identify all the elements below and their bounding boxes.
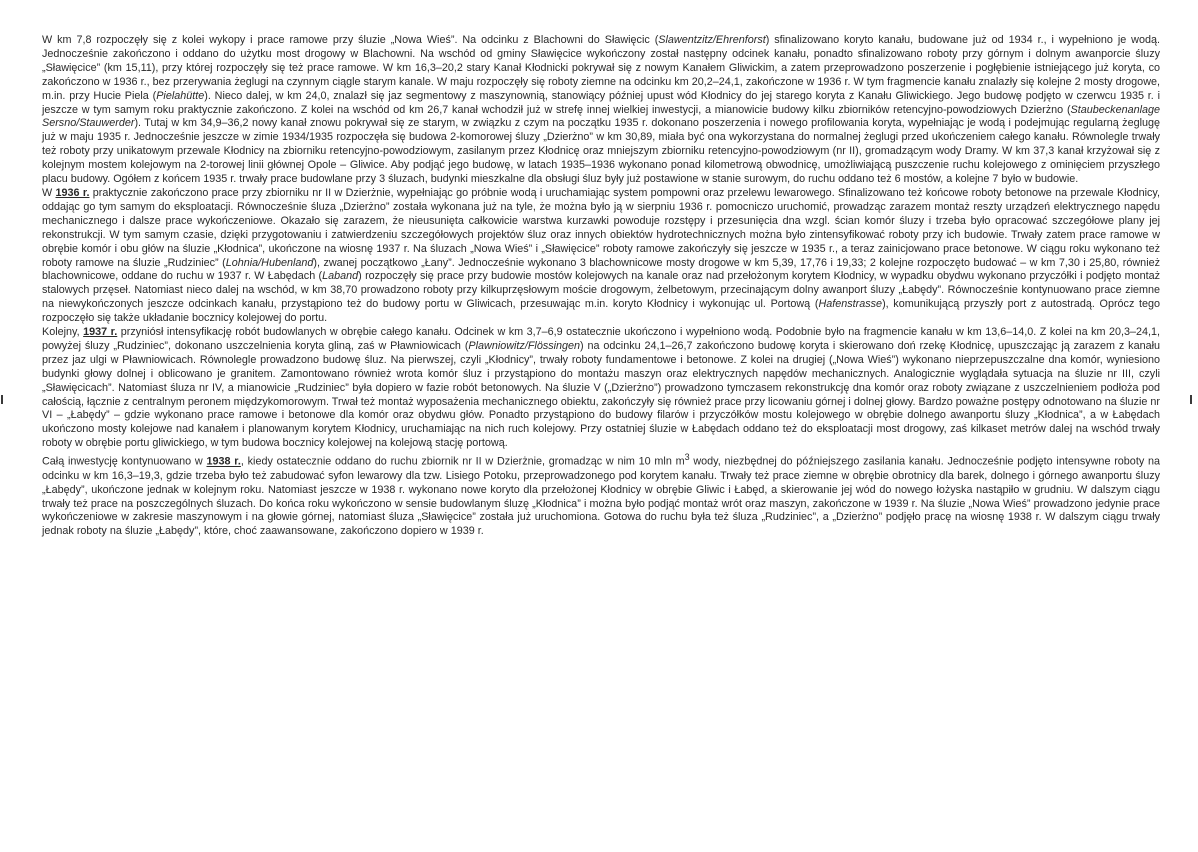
text-run: ). Tutaj w km 34,9–36,2 nowy kanał znowu pokrywał się ze starym, w związku z czym na początku 1935 r. dokonano poszerzenia i nowego profilowania koryta, wypełniając je wodą i podejmując regularną żeglugę już w maju 1935 r. Jednocześnie jeszcze w zimie 1934/1935 rozpoczęła się budowa 2-komorowej śluzy „Dzierżno” w km 30,89, miała być ona wykorzystana do normalnej żeglugi przed ukończeniem całego kanału. Równolegle trwały też roboty przy unikatowym przewale Kłodnicy na zbiorniku retencyjno-powodziowym, zasilanym przez Kłodnicę oraz mniejszym zbiorniku retencyjno-powodziowym (nr II), gromadzącym wody Dramy. W km 37,3 kanał krzyżował się z kolejnym mostem kolejowym na 2-torowej linii głównej Opole – Gliwice. Aby podjąć jego budowę, w latach 1935–1936 wykonano ponad kilometrową obwodnicę, umożliwiającą puszczenie ruchu kolejowego z ominięciem przyszłego placu budowy. Ogółem z końcem 1935 r. trwały prace budowlane przy 3 śluzach, budynki mieszkalne dla obsługi śluz były już postawione w stanie surowym, do ruchu oddano też 6 mostów, a kolejne 7 było w budowie. [42,117,1160,186]
text-run: W [42,186,56,199]
italic-name: Slawentzitz/Ehrenforst [658,34,766,46]
paragraph [42,187,1160,326]
text-run: ) na odcinku 24,1–26,7 zakończono budowę koryta i skierowano doń rzekę Kłodnicę, upuszczając ją zarazem z kanału przez jaz ulgi w Pławniowicach. Równolegle prowadzono budowę śluz. Na pierwszej, czyli „Kłodnicy”, trwały roboty fundamentowe i betonowe. Z kolei na drugiej („Nowa Wieś”) wykonano nieprzepuszczalne dna komór, wyniesiono budynki głowy dolnej i oblicowano je granitem. Zamontowano również wrota komór śluz i przystąpiono do montażu maszyn oraz elektrycznych napędów mechanicznych. Analogicznie wyglądała sytuacja na śluzie nr III, czyli „Sławięcicach”. Natomiast śluza nr IV, a mianowicie „Rudziniec” była dopiero w fazie robót betonowych. Na śluzie V („Dzierżno”) prowadzono tymczasem rekonstrukcję dna komór oraz roboty związane z uszczelnieniem podłoża pod całością, łącznie z centralnym peronem międzykomorowym. Trwał też montaż wyposażenia mechanicznego obiektu, zakończyły się również prace przy licowaniu górnej i dolnej głowy. Bardzo poważne postępy odnotowano na śluzie nr VI – „Łabędy” – gdzie wykonano prace ramowe i betonowe dla komór oraz obydwu głów. Ponadto przystąpiono do budowy filarów i przyczółków mostu kolejowego w obrębie dolnego awanportu śluzy „Kłodnica”, a w Łabędach ukończono mosty kolejowe nad kanałem i planowanym korytem Kłodnicy, uruchamiając na nich ruch kolejowy. Przy ostatniej śluzie w Łabędach oddano też do eksploatacji most drogowy, zaś kilkaset metrów dalej na wschód trwały roboty w obrębie portu gliwickiego, w tym budowa bocznicy kolejowej na kolejową stację portową. [42,339,1160,450]
text-run: przyniósł intensyfikację robót budowlanych w obrębie całego kanału. Odcinek w km 3,7–6,9 ostatecznie ukończono i wypełniono wodą. Podobnie było na fragmencie kanału w km 13,6–14,0. Z kolei na km 20,3–24,1, powyżej śluzy „Rudziniec”, dokonano uszczelnienia koryta gliną, zaś w Pławniowicach ( [42,326,1161,352]
text-run: ) rozpoczęły się prace przy budowie mostów kolejowych na kanale oraz nad przełożonym korytem Kłodnicy, w wypadku obydwu wykonano przyczółki i podjęto montaż stalowych przęseł. Natomiast nieco dalej na wschód, w km 38,70 prowadzono roboty przy kilkuprzęsłowym moście drogowym, żelbetowym, przecinającym dolny awanport śluzy „Łabędy”. Równocześnie kontynuowano prace ziemne na niewykończonych jeszcze odcinkach kanału, przystąpiono też do budowy portu w Gliwicach, przesuwając m.in. koryto Kłodnicy i wykonując ul. Portową ( [42,270,1160,311]
italic-name: Pielahütte [156,89,205,102]
italic-name: Lohnia/Hubenland [225,256,314,269]
italic-name: Plawniowitz/Flössingen [468,339,581,352]
year-heading: 1936 r. [55,186,90,199]
paragraph [42,326,1160,451]
superscript: 3 [684,452,690,463]
italic-name: Hafenstrasse [818,298,883,311]
year-heading: 1938 r. [206,455,241,468]
text-run: wody, niezbędnej do późniejszego zasilania kanału. Jednocześnie podjęto intensywne roboty na odcinku w km 16,3–19,3, gdzie trzeba było też zabudować syfon lewarowy dla tzw. Lisiego Potoku, przeprowadzonego pod korytem kanału. Trwały też prace ziemne w obrębie obrotnicy dla barek, dolnego i górnego awanportu śluzy „Łabędy”, ukończone jednak w kolejnym roku. Natomiast jeszcze w 1938 r. wykonano nowe koryto dla przełożonej Kłodnicy w obrębie Gliwic i Łabęd, a skierowanie jej wód do nowego łożyska nastąpiło w grudniu. W dalszym ciągu trwały też prace na poszczególnych śluzach. Do końca roku wykończono w sensie budowlanym śluzę „Kłodnica” i można było podjąć montaż wrót oraz maszyn, zakończone w 1939 r. Na śluzie „Nowa Wieś” prowadzono jedynie prace wykończeniowe w zakresie maszynowym i na głowie górnej, natomiast śluza „Sławięcice” została już uruchomiona. Gotowa do ruchu była też śluza „Rudziniec”, a „Dzierżno” podjęło pracę na wiosnę 1938 r. W dalszym ciągu trwały jednak roboty na śluzie „Łabędy”, które, choć zaawansowane, zakończono dopiero w 1939 r. [42,455,1160,538]
left-edge-mark [1,395,3,404]
italic-name: Staubeckenanlage Sersno/Stauwerder [42,103,1160,130]
text-run: , kiedy ostatecznie oddano do ruchu zbiornik nr II w Dzierżnie, gromadząc w nim 10 mln m [240,455,685,468]
text-run: W km 7,8 rozpoczęły się z kolei wykopy i prace ramowe przy śluzie „Nowa Wieś”. Na odcinku z Blachowni do Sławięcic ( [42,34,659,46]
right-edge-mark [1190,395,1192,404]
text-run: ) sfinalizowano koryto kanału, budowane już od 1934 r., i wypełniono je wodą. Jednocześnie zakończono i oddano do użytku most drogowy w Blachowni. Na wschód od gminy Sławięcice wykończony został następny odcinek kanału, ponadto sfinalizowano roboty przy górnym i dolnym awanporcie śluzy „Sławięcice” (km 15,11), przy której rozpoczęły się też prace ramowe. W km 16,3–20,2 stary Kanał Kłodnicki pokrywał się z nowym Kanałem Gliwickim, a zatem przeprowadzono poszerzenie i pogłębienie istniejącego już koryta, co zakończono w 1936 r., bez przerywania żeglugi na czynnym ciągle starym kanale. W maju rozpoczęły się roboty ziemne na odcinku km 20,2–24,1, zakończone w 1936 r. W tym fragmencie kanału znalazły się kolejne 2 mosty drogowe, m.in. przy Hucie Piela ( [42,34,1160,102]
text-run: ). Nieco dalej, w km 24,0, znalazł się jaz segmentowy z maszynownią, stanowiący później upust wód Kłodnicy do jej starego koryta z Kanału Gliwickiego. Jego budowę podjęto w czerwcu 1935 r. i jeszcze w tym samym roku praktycznie zakończono. Z kolei na wschód od km 26,7 kanał wchodził już w strefę innej wielkiej inwestycji, a mianowicie budowy kilku zbiorników retencyjno-powodziowych Dzierżno ( [42,89,1160,116]
text-run: praktycznie zakończono prace przy zbiorniku nr II w Dzierżnie, wypełniając go próbnie wodą i uruchamiając system pompowni oraz przelewu lewarowego. Sfinalizowano też końcowe roboty betonowe na przewale Kłodnicy, oddając go tym samym do eksploatacji. Równocześnie śluza „Dzierżno” została wykonana już na tyle, że można było ją w sierpniu 1936 r. pomocniczo uruchomić, prowadząc zarazem montaż reszty urządzeń elektrycznego napędu mechanicznego i dalsze prace wykończeniowe. Okazało się zarazem, że nieusunięta całkowicie warstwa kurzawki powoduje rozstępy i przesunięcia dna wzgl. ścian komór śluzy i trzeba było opracować szczegółowe plany jej rekonstrukcji. W tym samym czasie, dzięki przygotowaniu i zatwierdzeniu szczegółowych projektów śluz oraz innych obiektów hydrotechnicznych można było zintensyfikować roboty przy ich budowie. Trwały zatem prace ramowe w obrębie komór i obu głów na śluzie „Kłodnica”, ukończone na wiosnę 1937 r. Na śluzach „Nowa Wieś” i „Sławięcice” roboty ramowe zakończyły się jeszcze w 1935 r., a teraz zainicjowano prace betonowe. W ciągu roku wykonano też roboty ramowe na śluzie „Rudziniec” ( [42,186,1160,269]
body-text [42,34,1160,539]
text-run: ), zwanej początkowo „Łany”. Jednocześnie wykonano 3 blachownicowe mosty drogowe w km 5,39, 17,76 i 19,33; 2 kolejne rozpoczęto budować – w km 7,30 i 25,80, również blachownicowe, oddane do ruchu w 1937 r. W Łabędach ( [42,256,1160,283]
italic-name: Laband [322,270,359,283]
year-heading: 1937 r. [83,326,118,339]
text-run: Całą inwestycję kontynuowano w [42,455,207,468]
paragraph [42,451,1160,539]
text-run: ), komunikującą przyszły port z autostradą. Oprócz tego rozpoczęło się także układanie bocznicy kolejowej do portu. [42,298,1161,325]
paragraph [42,34,1160,187]
text-run: Kolejny, [42,326,84,339]
